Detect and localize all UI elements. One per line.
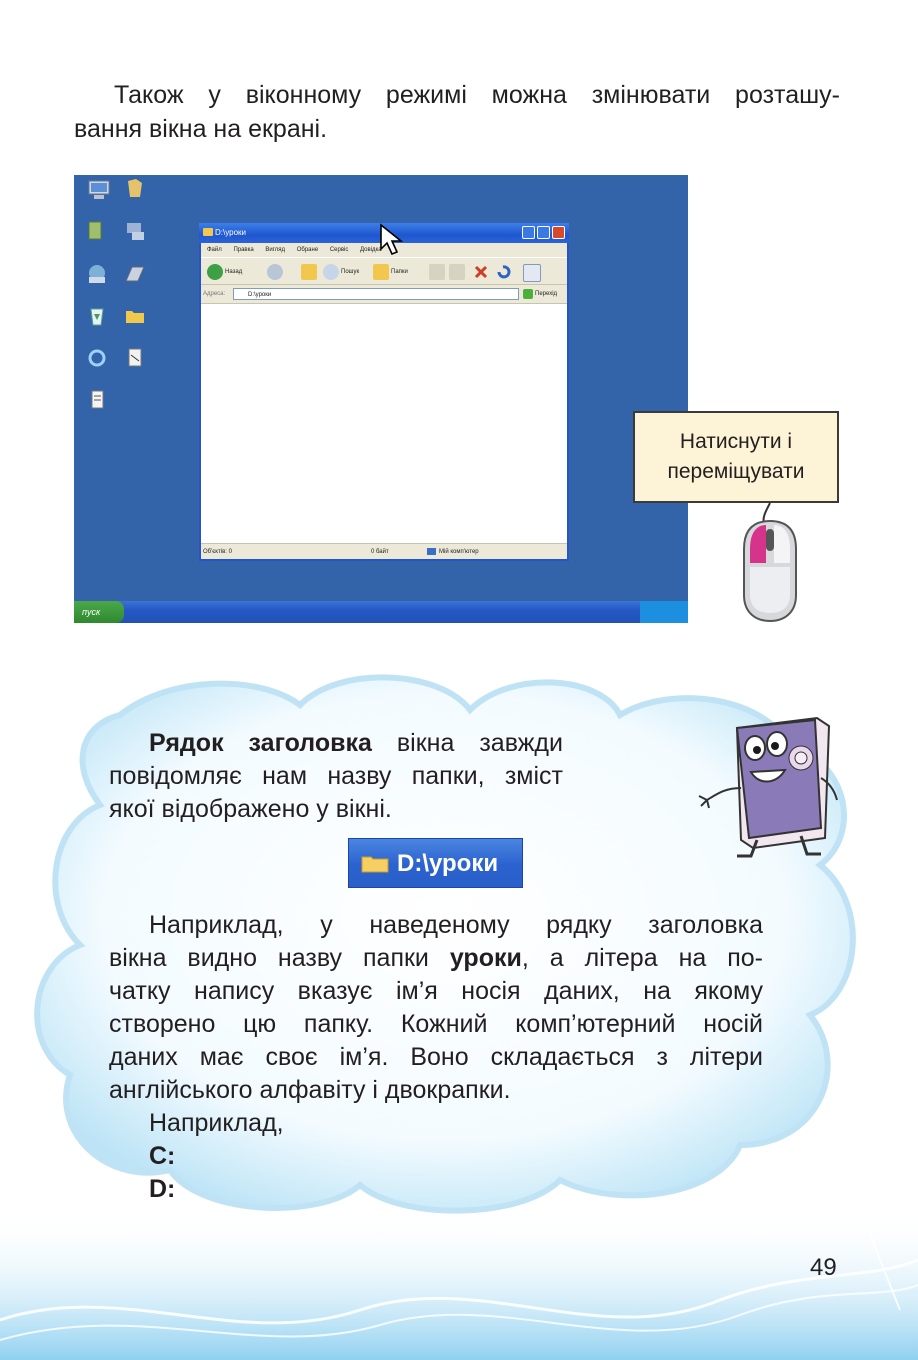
menu-view[interactable]: Вигляд (265, 247, 286, 253)
recycle-bin-icon (84, 305, 110, 327)
computer-mascot-icon (697, 708, 842, 860)
folders-icon[interactable] (373, 264, 389, 280)
search-label[interactable]: Пошук (341, 269, 360, 275)
explorer-window[interactable] (199, 223, 569, 561)
intro-line-2: вання вікна на екрані. (74, 115, 328, 143)
menu-tools[interactable]: Сервіс (329, 247, 349, 253)
drag-callout (633, 411, 839, 503)
mouse-pointer-icon (379, 223, 409, 257)
window-title: D:\уроки (215, 228, 246, 237)
drive-c-label: C: (149, 1142, 176, 1170)
p2-line-3: чатку напису вказує ім’я носія даних, на якому (109, 977, 763, 1005)
p2-line-6: англійського алфавіту і двокрапки. (109, 1076, 511, 1104)
forward-arrow-icon[interactable] (267, 264, 283, 280)
address-value: D:\уроки (248, 292, 272, 298)
p1-line-1-rest: вікна завжди (371, 729, 563, 757)
p1-line-2: повідомляє нам назву папки, зміст (109, 762, 563, 790)
status-location-label: Мій комп'ютер (439, 549, 479, 555)
p2-line-4: створено цю папку. Кожний комп’ютерний носій (109, 1010, 763, 1038)
p1-line-1 (109, 727, 563, 760)
p2-line-2-b: , а літера на по- (521, 944, 763, 972)
minimize-button[interactable] (522, 226, 535, 239)
p2-line-7: Наприклад, (149, 1109, 284, 1137)
folder-content-area[interactable] (201, 303, 567, 544)
desktop-screenshot (74, 175, 688, 623)
taskbar (74, 601, 688, 623)
network-icon (122, 220, 148, 242)
back-arrow-icon[interactable] (207, 264, 223, 280)
menu-favorites[interactable]: Обране (296, 247, 319, 253)
intro-line-1: Також у віконному режимі можна змінювати розташу- (114, 81, 840, 109)
p2-line-2 (109, 942, 763, 975)
back-label[interactable]: Назад (225, 269, 243, 275)
menu-help[interactable]: Довідка (360, 247, 382, 253)
start-button[interactable]: пуск (74, 601, 124, 623)
status-objects: Об'єктів: 0 (203, 549, 232, 555)
text-file-icon (84, 389, 110, 411)
views-icon[interactable] (523, 264, 541, 282)
document-shortcut-icon (122, 347, 148, 369)
folders-label[interactable]: Папки (391, 269, 408, 275)
status-size: 0 байт (371, 549, 389, 555)
address-label: Адреса: (203, 291, 226, 297)
computer-mouse-icon (736, 503, 804, 625)
folder-icon (122, 305, 148, 327)
menu-file[interactable]: Файл (207, 247, 222, 253)
shortcut-icon (122, 263, 148, 285)
delete-icon[interactable] (473, 264, 489, 280)
up-folder-icon[interactable] (301, 264, 317, 280)
network-places-icon (84, 263, 110, 285)
undo-icon[interactable] (495, 264, 511, 280)
callout-line-2: переміщувати (667, 460, 805, 483)
address-bar (201, 285, 567, 303)
p2-line-5: даних має своє ім’я. Воно складається з літери (109, 1043, 763, 1071)
p1-line-3: якої відображено у вікні. (109, 795, 392, 823)
title-sample-text: D:\уроки (397, 850, 499, 877)
title-bar-sample (348, 838, 523, 888)
go-button[interactable]: Перехід (523, 288, 557, 300)
p2-line-2-a: вікна видно назву папки (109, 944, 450, 972)
address-input[interactable] (233, 288, 519, 300)
documents-icon (82, 220, 108, 242)
intro-paragraph (74, 78, 840, 146)
title-folder-icon (203, 228, 213, 236)
status-location (427, 544, 479, 560)
term-title-bar: Рядок заголовка (149, 729, 372, 757)
menu-edit[interactable]: Правка (233, 247, 254, 253)
folder-desk-icon (122, 177, 148, 199)
copy-to-icon[interactable] (449, 264, 465, 280)
title-bar-paragraph (109, 727, 563, 826)
callout-line-1: Натиснути і (679, 430, 793, 453)
system-tray (640, 601, 688, 623)
decorative-waves (0, 1150, 918, 1360)
term-folder-name: уроки (449, 944, 522, 972)
maximize-button[interactable] (537, 226, 550, 239)
move-to-icon[interactable] (429, 264, 445, 280)
status-bar (201, 543, 567, 560)
close-button[interactable] (552, 226, 565, 239)
page-number: 49 (810, 1254, 837, 1281)
computer-small-icon (427, 548, 436, 555)
internet-explorer-icon (84, 347, 110, 369)
p2-line-1: Наприклад, у наведеному рядку заголовка (149, 911, 763, 939)
drive-d-label: D: (149, 1175, 176, 1203)
my-computer-icon (86, 179, 112, 201)
search-icon[interactable] (323, 264, 339, 280)
toolbar (201, 257, 567, 285)
folder-icon (361, 855, 389, 873)
